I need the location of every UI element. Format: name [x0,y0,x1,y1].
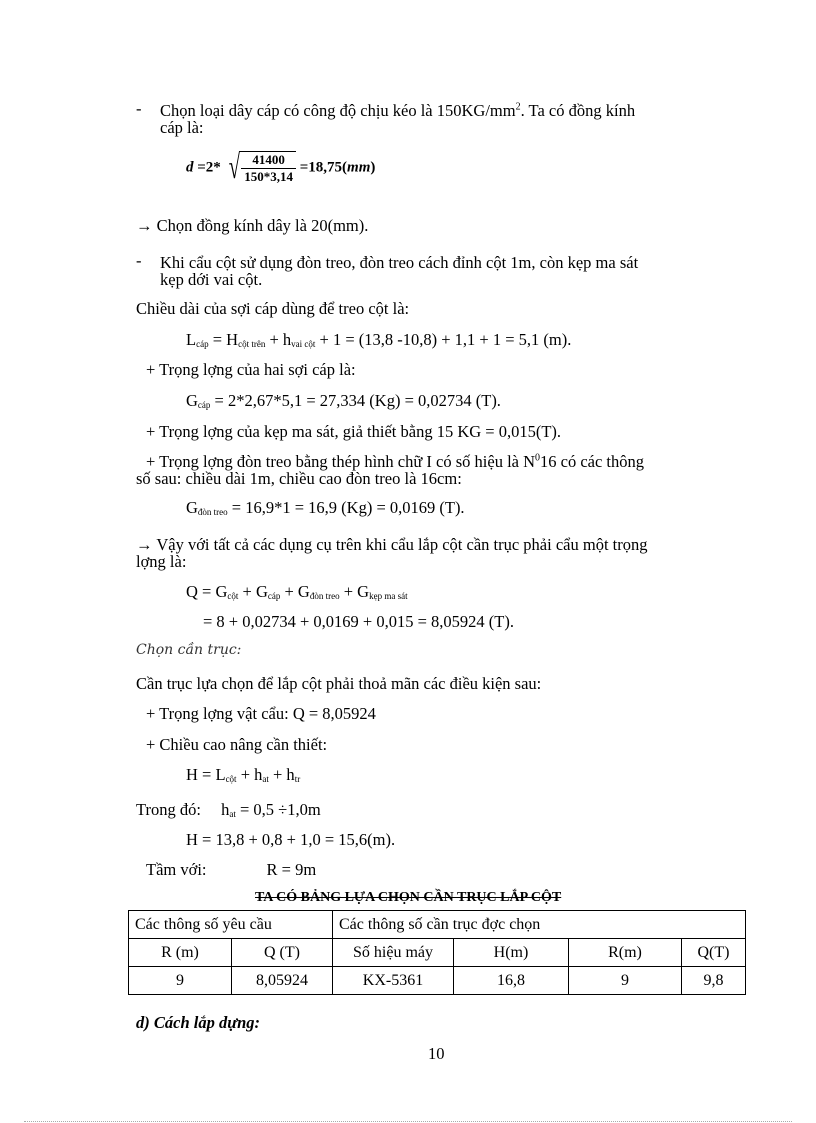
reach-line: Tầm với: R = 9m [146,860,317,879]
para-cable-length: Chiều dài của sợi cáp dùng để treo cột là: [136,299,410,318]
bullet2-line1: Khi cẩu cột sử dụng đòn treo, đòn treo cách đỉnh cột 1m, còn kẹp ma sát [160,253,639,272]
table-header: R(m) [569,939,682,967]
eq-q-value: = 8 + 0,02734 + 0,0169 + 0,015 = 8,05924 (T). [203,612,514,631]
footer-divider [24,1121,792,1122]
height-heading: + Chiều cao nâng cần thiết: [146,735,328,754]
formula-diameter: d =2* √ $\frac{41400}{150*3,14}$ =18,75(mm) [186,149,376,186]
weight-beam-line1: + Trọng lợng đòn treo bằng thép hình chữ I có số hiệu là $N^016$ có các thông [146,452,645,471]
table-header: Số hiệu máy [333,939,454,967]
table-cell: 16,8 [454,967,569,995]
weight-cable-heading: + Trọng lợng của hai sợi cáp là: [146,360,356,379]
eq-h-value: H = 13,8 + 0,8 + 1,0 = 15,6(m). [186,830,396,849]
crane-selection-table [128,910,746,995]
table-cell: 9 [569,967,682,995]
arrow-line-total: → Vậy với tất cả các dụng cụ trên khi cẩu lắp cột cần trục phải cẩu một trọng [136,535,648,554]
table-header: Q (T) [232,939,333,967]
bullet1-line1: Chọn loại dây cáp có công độ chịu kéo là $150KG/mm^2$. Ta có đồng kính [160,101,636,120]
table-cell: 8,05924 [232,967,333,995]
arrow-icon: → [136,216,153,235]
load-line: + Trọng lợng vật cẩu: Q = 8,05924 [146,704,376,723]
eq-g-don-treo: $G_{đòn treo} = 16,9*1 = 16,9$ (Kg) = 0,0169 (T). [186,498,465,517]
table-group-selected: Các thông số cần trục đợc chọn [333,911,746,939]
eq-h: $H = L_{cột} + h_{at} + h_{tr}$ [186,765,301,784]
where-line: Trong đó: $h_{at} = 0,5 \div 1,0m$ [136,800,321,819]
para-crane-conditions: Cần trục lựa chọn để lắp cột phải thoả mãn các điều kiện sau: [136,674,542,693]
eq-q: $Q = G_{cột} + G_{cáp} + G_{đòn treo} + G_{kẹp ma sát}$ [186,582,408,601]
arrow-line-diameter: → Chọn đồng kính dây là 20(mm). [136,216,369,235]
table-cell: 9,8 [682,967,746,995]
heading-choose-crane: Chọn cần trục: [136,642,242,658]
bullet-marker: - [136,251,142,270]
table-header: H(m) [454,939,569,967]
table-header: R (m) [129,939,232,967]
bullet1-line2: cáp là: [160,118,204,137]
eq-g-cap: $G_{cáp} = 2*2,67*5,1 = 27,334$ (Kg) = 0,02734 (T). [186,391,501,410]
bullet2-line2: kẹp dới vai cột. [160,270,263,289]
eq-l-cap: $L_{cáp} = H_{cột trên} + h_{vai cột} + 1 = (13,8$ -10,8) + 1,1 + 1 = 5,1 (m). [186,330,572,349]
weight-beam-line2: số sau: chiều dài 1m, chiều cao đòn treo là 16cm: [136,469,462,488]
table-group-required: Các thông số yêu cầu [129,911,333,939]
table-cell: KX-5361 [333,967,454,995]
arrow-icon: → [136,535,153,554]
heading-assembly: d) Cách lắp dựng: [136,1013,261,1032]
weight-clamp: + Trọng lợng của kẹp ma sát, giả thiết bằng 15 KG = 0,015(T). [146,422,562,441]
page-number: 10 [428,1044,445,1063]
arrow-line-total-2: lợng là: [136,552,187,571]
table-header: Q(T) [682,939,746,967]
table-cell: 9 [129,967,232,995]
table-title: TA CÓ BẢNG LỰA CHỌN CẦN TRỤC LẮP CỘT [255,890,562,905]
bullet-marker: - [136,99,142,118]
